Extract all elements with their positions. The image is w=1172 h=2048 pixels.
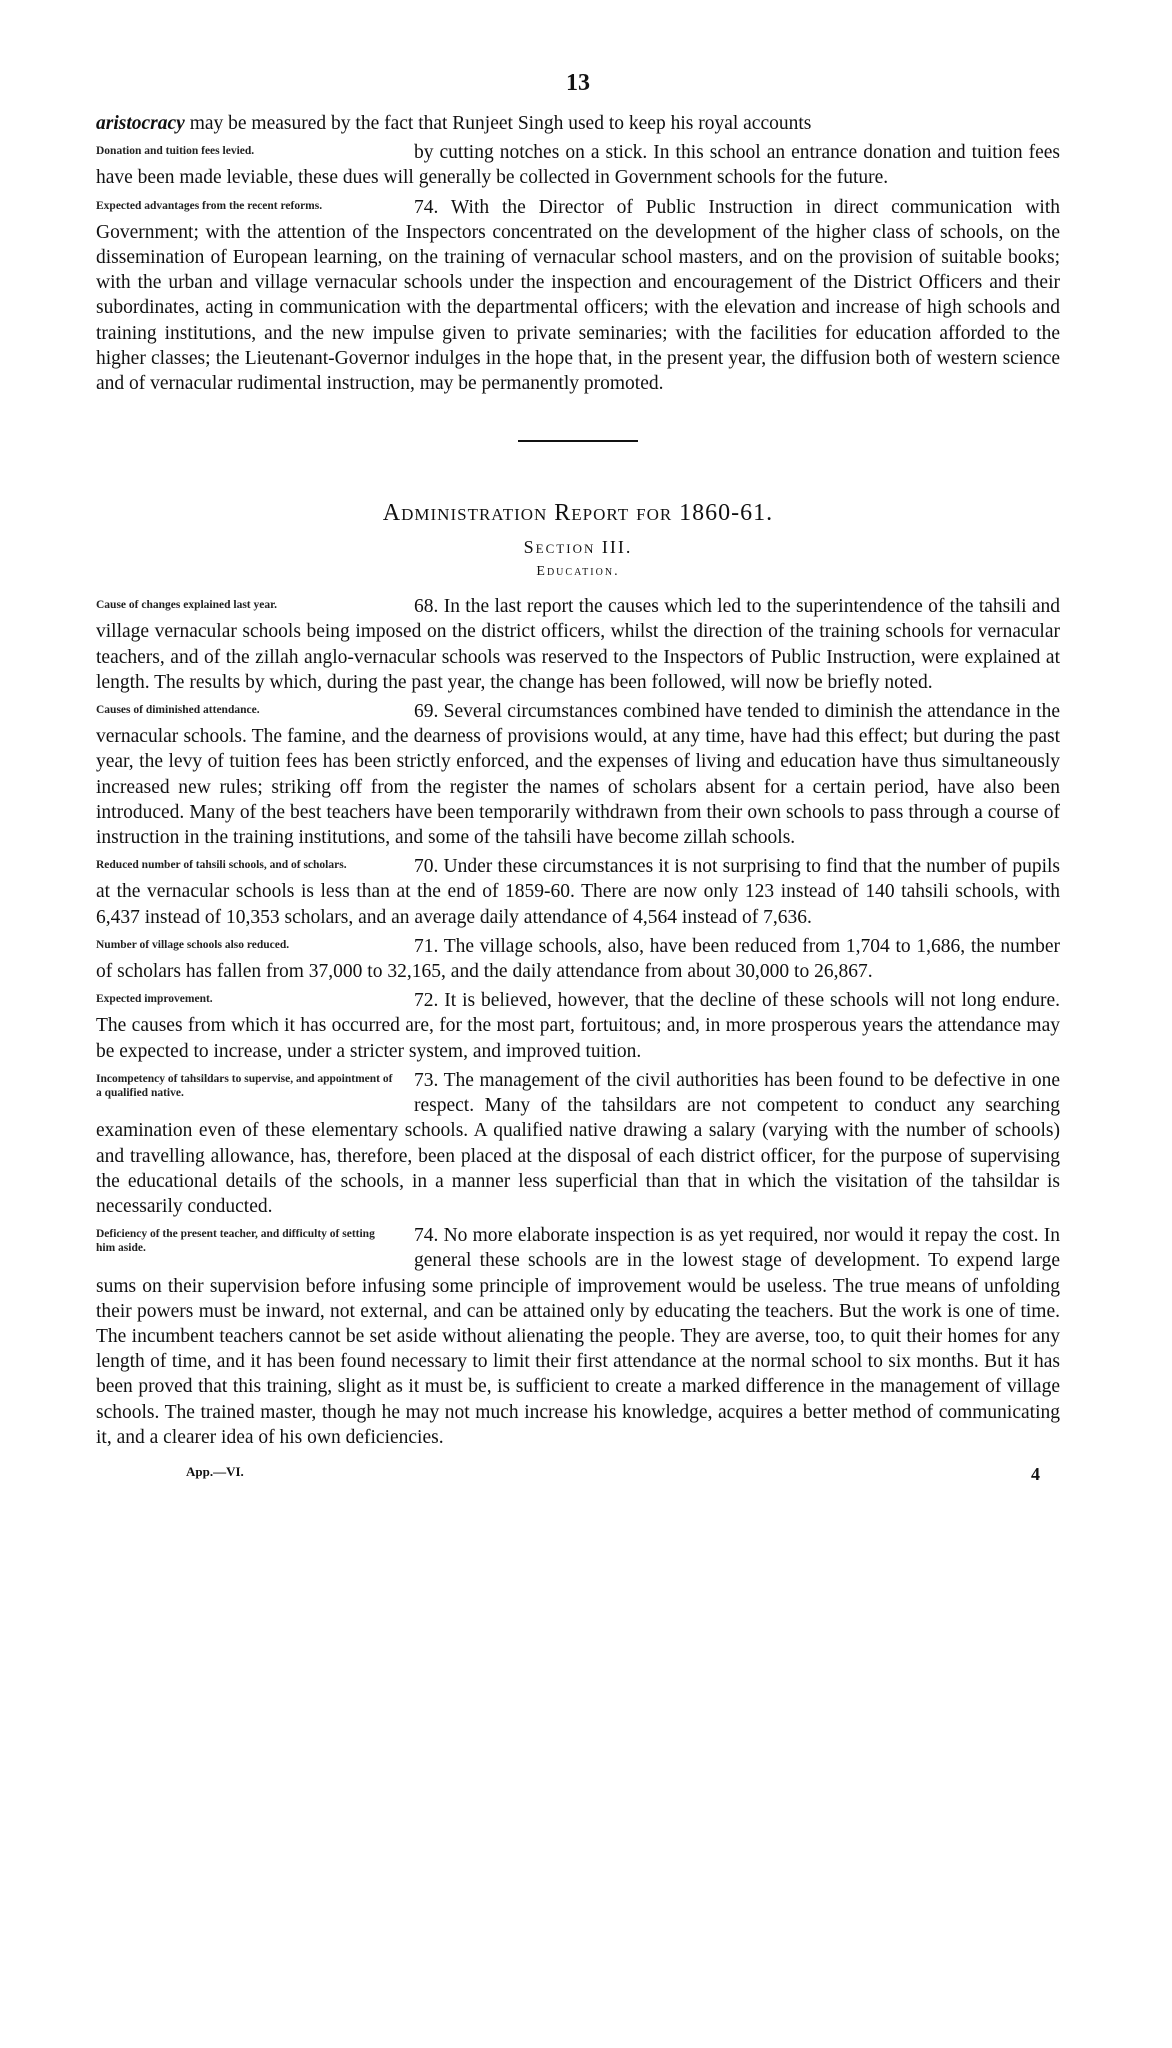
paragraph-69-text: 69. Several circumstances combined have tended to diminish the attendance in the vernacular schools. The famine, and the dearness of provisions would, at any time, have had this effect; but during the past year, the levy of tuition fees has been strictly enforced, and the expenses of living and education have thus simultaneously increased new rules; striking off from the register the names of scholars absent for a certain period, have also been introduced. Many of the best teachers have been temporarily withdrawn from their own schools to pass through a course of instruction in the training institutions, and some of the tahsili have become zillah schools. [96, 701, 1060, 849]
paragraph-69 [96, 699, 1060, 850]
section-divider [518, 440, 638, 442]
paragraph-74-top [96, 195, 1060, 397]
paragraph-74 [96, 1223, 1060, 1450]
paragraph-71 [96, 934, 1060, 984]
lead-word: aristocracy [96, 113, 185, 134]
paragraph-71-text: 71. The village schools, also, have been reduced from 1,704 to 1,686, the number of scholars has fallen from 37,000 to 32,165, and the daily attendance from about 30,000 to 26,867. [96, 935, 1060, 983]
footer-sheet-number: 4 [1031, 1463, 1040, 1484]
paragraph-73 [96, 1068, 1060, 1219]
paragraph-70-text: 70. Under these circumstances it is not surprising to find that the number of pupils at the vernacular schools is less than at the end of 1859-60. There are now only 123 instead of 140 tahsili schools, with 6,437 instead of 10,353 scholars, and an average daily attendance of 4,564 instead of 7,636. [96, 856, 1060, 928]
top-paragraph [96, 111, 1060, 136]
margin-note-74: Deficiency of the present teacher, and difficulty of setting him aside. [96, 1228, 375, 1255]
section-heading: Section III. [523, 537, 633, 558]
margin-note-69: Causes of diminished attendance. [96, 704, 260, 717]
paragraph-list [96, 594, 1060, 1454]
paragraph-74-text: 74. With the Director of Public Instruction in direct communication with Government; with the attention of the Inspectors concentrated on the development of the higher class of schools, on the dissemination of European learning, on the training of vernacular school masters, and on the provision of suitable books; with the urban and village vernacular schools under the inspection and encouragement of the District Officers and their subordinates, acting in communication with the departmental officers; with the elevation and increase of high schools and training institutions, and the new impulse given to private seminaries; with the facilities for education afforded to the higher classes; the Lieutenant-Governor indulges in the hope that, in the present year, the diffusion both of western science and of vernacular rudimental instruction, may be permanently promoted. [96, 196, 1060, 395]
paragraph-68-text: 68. In the last report the causes which led to the superintendence of the tahsili and village vernacular schools being imposed on the district officers, whilst the direction of the training schools for vernacular teachers, and of the zillah anglo-vernacular schools was reserved to the Inspectors of Public Instruction, were explained at length. The results by which, during the past year, the change has been followed, will now be briefly noted. [96, 596, 1060, 693]
top-rest-text: by cutting notches on a stick. In this school an entrance donation and tuition fees have been made leviable, these dues will generally be collected in Government schools for the future. [96, 142, 1060, 189]
paragraph-73-text: 73. The management of the civil authorities has been found to be defective in one respect. Many of the tahsildars are not competent to conduct any searching examination even of these elementary schools. A qualified native drawing a salary (varying with the number of schools) and travelling allowance, has, therefore, been placed at the disposal of each district officer, for the purpose of supervising the educational details of the schools, in a manner less superficial than that in which the visitation of the tahsildar is necessarily conducted. [96, 1069, 1060, 1217]
margin-note-73: Incompetency of tahsildars to supervise, and appointment of a qualified native. [96, 1072, 393, 1099]
top-paragraph-cont [96, 140, 1060, 190]
paragraph-68 [96, 594, 1060, 695]
paragraph-74-body: 74. No more elaborate inspection is as yet required, nor would it repay the cost. In general these schools are in the lowest stage of development. To expend large sums on their supervision before infusing some principle of improvement would be useless. The true means of unfolding their powers must be inward, not external, and can be attained only by educating the teachers. But the work is one of time. The incumbent teachers cannot be set aside without alienating the people. They are averse, too, to quit their homes for any length of time, and it has been found necessary to limit their first attendance at the normal school to six months. But it has been proved that this training, slight as it must be, is sufficient to create a marked difference in the management of village schools. The trained master, though he may not much increase his knowledge, acquires a better method of communicating it, and a clearer idea of his own deficiencies. [96, 1225, 1060, 1448]
page-number: 13 [566, 70, 590, 96]
subject-heading: Education. [536, 564, 620, 580]
paragraph-72-text: 72. It is believed, however, that the decline of these schools will not long endure. The causes from which it has occurred are, for the most part, fortuitous; and, in more prosperous years the attendance may be expected to increase, under a stricter system, and improved tuition. [96, 990, 1060, 1062]
margin-note-70: Reduced number of tahsili schools, and of scholars. [96, 859, 347, 872]
paragraph-70 [96, 854, 1060, 930]
top-line-1: may be measured by the fact that Runjeet Singh used to keep his royal accounts [184, 113, 812, 134]
margin-note-68: Cause of changes explained last year. [96, 599, 278, 612]
margin-note-71: Number of village schools also reduced. [96, 938, 290, 951]
page-footer [96, 1464, 1060, 1486]
footer-signature: App.—VI. [186, 1463, 244, 1479]
report-title: Administration Report for 1860-61. [382, 500, 774, 527]
margin-note-donation: Donation and tuition fees levied. [96, 145, 255, 158]
page [96, 70, 1060, 1486]
paragraph-72 [96, 988, 1060, 1064]
margin-note-advantages: Expected advantages from the recent reforms. [96, 199, 323, 212]
margin-note-72: Expected improvement. [96, 993, 213, 1006]
